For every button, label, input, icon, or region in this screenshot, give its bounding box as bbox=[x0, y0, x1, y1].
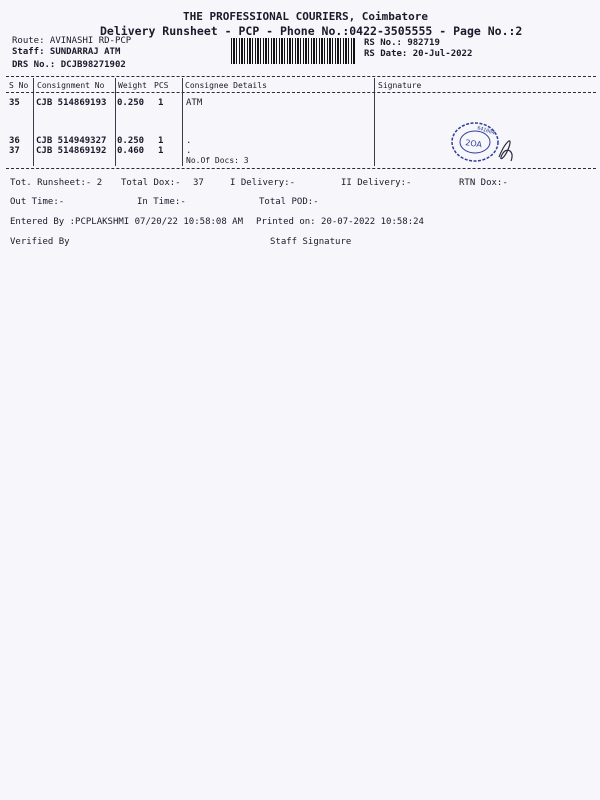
no-of-docs: No.Of Docs: 3 bbox=[186, 156, 249, 165]
row-consignment: CJB 514869193 bbox=[36, 98, 107, 108]
rs-number: RS No.: 982719 bbox=[364, 38, 440, 48]
route-label: Route: AVINASHI RD-PCP bbox=[12, 36, 132, 46]
signature-scribble bbox=[499, 141, 512, 161]
company-title: THE PROFESSIONAL COURIERS, Coimbatore bbox=[183, 10, 429, 23]
col-header-sno: S No bbox=[9, 81, 29, 90]
rs-date: RS Date: 20-Jul-2022 bbox=[364, 49, 473, 59]
col-header-consignee: Consignee Details bbox=[185, 81, 267, 90]
col-header-signature: Signature bbox=[378, 81, 422, 90]
printed-on: Printed on: 20-07-2022 10:58:24 bbox=[256, 217, 424, 227]
row-pcs: 1 bbox=[158, 98, 164, 108]
row-consignment: CJB 514869192 bbox=[36, 146, 107, 156]
entered-by: Entered By :PCPLAKSHMI 07/20/22 10:58:08 AM bbox=[10, 217, 243, 227]
runsheet-title: Delivery Runsheet - PCP - Phone No.:0422-3505555 - Page No.:2 bbox=[100, 24, 523, 38]
header-rule bbox=[6, 92, 596, 93]
row-sno: 37 bbox=[9, 146, 20, 156]
barcode bbox=[231, 38, 355, 64]
in-time: In Time:- bbox=[137, 197, 186, 207]
drs-number: DRS No.: DCJB98271902 bbox=[12, 60, 126, 70]
staff-label: Staff: SUNDARRAJ ATM bbox=[12, 47, 121, 57]
col-header-weight: Weight bbox=[118, 81, 147, 90]
table-top-rule bbox=[6, 76, 596, 77]
total-pod: Total POD:- bbox=[259, 197, 319, 207]
ii-delivery: II Delivery:- bbox=[341, 178, 412, 188]
stamp-ring-text: 641004 bbox=[476, 125, 496, 137]
tot-runsheet: Tot. Runsheet:- 2 bbox=[10, 178, 103, 188]
i-delivery: I Delivery:- bbox=[230, 178, 296, 188]
row-consignment: CJB 514949327 bbox=[36, 136, 107, 146]
row-pcs: 1 bbox=[158, 136, 164, 146]
row-weight: 0.250 bbox=[117, 136, 145, 146]
row-sno: 36 bbox=[9, 136, 20, 146]
col-header-consignment: Consignment No bbox=[37, 81, 105, 90]
total-dox-value: 37 bbox=[193, 178, 204, 188]
col-header-pcs: PCS bbox=[154, 81, 169, 90]
table-bottom-rule bbox=[6, 168, 596, 169]
verified-by: Verified By bbox=[10, 237, 70, 247]
stamp-handwritten: 2OA bbox=[464, 138, 483, 150]
row-details: ATM bbox=[186, 98, 203, 108]
row-pcs: 1 bbox=[158, 146, 164, 156]
staff-signature-label: Staff Signature bbox=[270, 237, 352, 247]
row-weight: 0.250 bbox=[117, 98, 145, 108]
rtn-dox: RTN Dox:- bbox=[459, 178, 508, 188]
total-dox-label: Total Dox:- bbox=[121, 178, 181, 188]
row-sno: 35 bbox=[9, 98, 20, 108]
delivery-stamp bbox=[447, 117, 517, 169]
row-details: . bbox=[186, 136, 192, 146]
row-weight: 0.460 bbox=[117, 146, 145, 156]
row-details: . bbox=[186, 146, 192, 156]
out-time: Out Time:- bbox=[10, 197, 65, 207]
